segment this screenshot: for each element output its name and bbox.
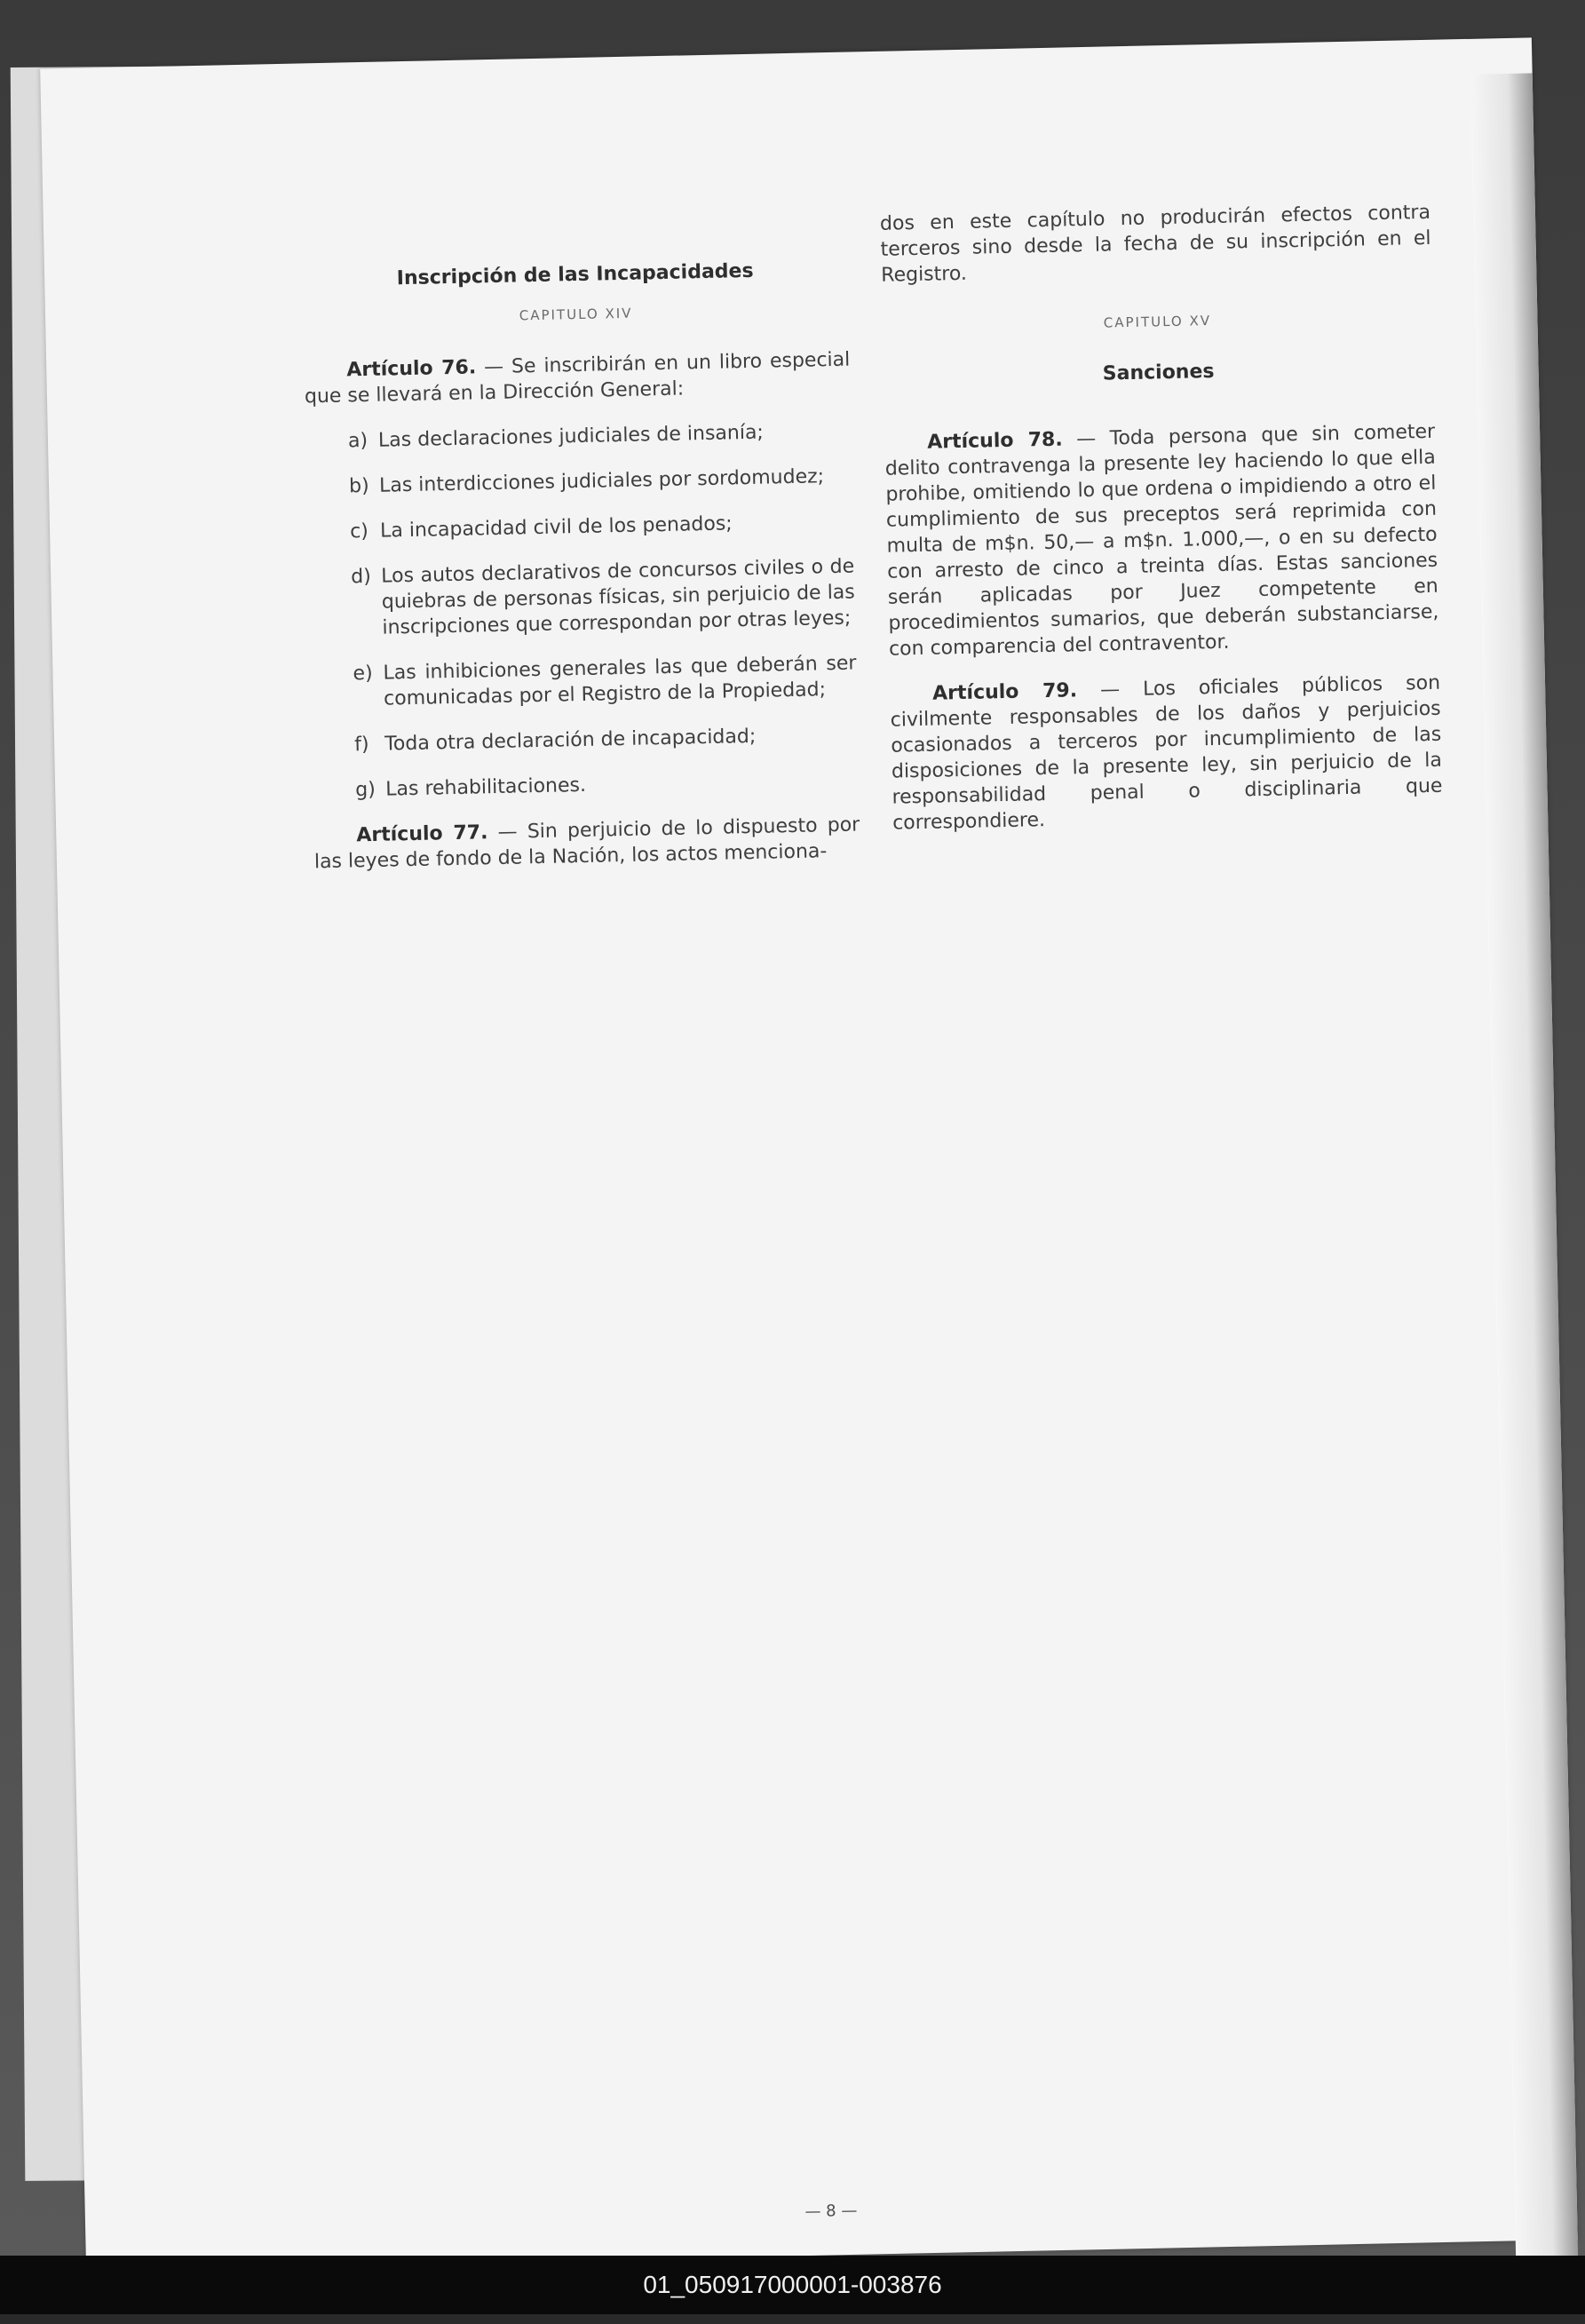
- section-heading-incapacidades: Inscripción de las Incapacidades: [396, 259, 754, 290]
- list-item-b: [349, 464, 852, 500]
- chapter-label-xv: CAPITULO XV: [1103, 313, 1212, 331]
- article-76-text: — Se inscribirán en un libro especial que se llevará en la Dirección General:: [304, 348, 851, 408]
- list-item-text: Las declaraciones judiciales de insanía;: [377, 421, 765, 452]
- list-item-text: Las inhibiciones generales las que deberán ser comunicadas por el Registro de la Propiedad;: [383, 652, 857, 710]
- list-item-label: d): [350, 565, 372, 589]
- list-item-label: b): [348, 474, 369, 498]
- list-item-text: Las interdicciones judiciales por sordomudez;: [378, 465, 825, 497]
- list-item-g: [355, 766, 859, 803]
- right-column: [880, 200, 1444, 856]
- list-item-label: c): [349, 520, 369, 543]
- article-79-label: Artículo 79.: [931, 679, 1078, 705]
- list-item-label: f): [353, 734, 369, 757]
- list-item-label: g): [355, 778, 376, 802]
- chapter-label-xiv: CAPITULO XIV: [519, 305, 633, 324]
- list-item-f: [354, 721, 858, 757]
- article-79: [890, 670, 1444, 837]
- list-item-c: [350, 509, 853, 545]
- left-column: [302, 257, 861, 895]
- document-page: [40, 37, 1578, 2271]
- article-77-label: Artículo 77.: [356, 821, 488, 847]
- article-77-continuation: dos en este capítulo no producirán efectos contra terceros sino desde la fecha de su inscripción en el Registro.: [879, 201, 1431, 287]
- article-76-label: Artículo 76.: [346, 356, 477, 382]
- page-number: — 8 —: [804, 2201, 858, 2222]
- list-item-d: [351, 554, 856, 642]
- list-item-e: [353, 650, 857, 712]
- list-item-text: La incapacidad civil de los penados;: [379, 512, 733, 543]
- article-76: [304, 347, 851, 410]
- article-78-label: Artículo 78.: [926, 428, 1063, 454]
- list-item-label: e): [353, 662, 373, 686]
- scan-id-footer: 01_050917000001-003876: [0, 2256, 1585, 2314]
- article-77-text: — Sin perjuicio de lo dispuesto por las leyes de fondo de la Nación, los actos menciona-: [313, 813, 860, 874]
- section-heading-sanciones: Sanciones: [1102, 360, 1215, 385]
- article-78-text: — Toda persona que sin cometer delito contravenga la presente ley haciendo lo que ella prohibe, omitiendo lo que ordena o impidiendo a otro el cumplimiento de sus preceptos será reprimida con multa de m$n. 50,— a m$n. 1.000,—, o en su defecto con arresto de cinco a treinta días. Estas sanciones serán aplicadas por Juez competente en procedimientos sumarios, que deberán substanciarse, con comparencia del contraventor.: [884, 420, 1439, 661]
- article-77: [313, 812, 860, 875]
- article-78: [884, 419, 1439, 662]
- list-item-text: Las rehabilitaciones.: [385, 773, 587, 801]
- list-item-label: a): [347, 429, 369, 453]
- list-item-text: Los autos declarativos de concursos civiles o de quiebras de personas físicas, sin perjuicio de las inscripciones que correspondan por otras leyes;: [380, 555, 855, 639]
- list-item-text: Toda otra declaración de incapacidad;: [384, 725, 757, 756]
- article-79-text: — Los oficiales públicos son civilmente responsables de los daños y perjuicios ocasionados a terceros por incumplimiento de las disposiciones de la presente ley, sin perjuicio de la responsabilidad penal o disciplinaria que correspondiere.: [890, 671, 1443, 835]
- list-item-a: [348, 418, 852, 455]
